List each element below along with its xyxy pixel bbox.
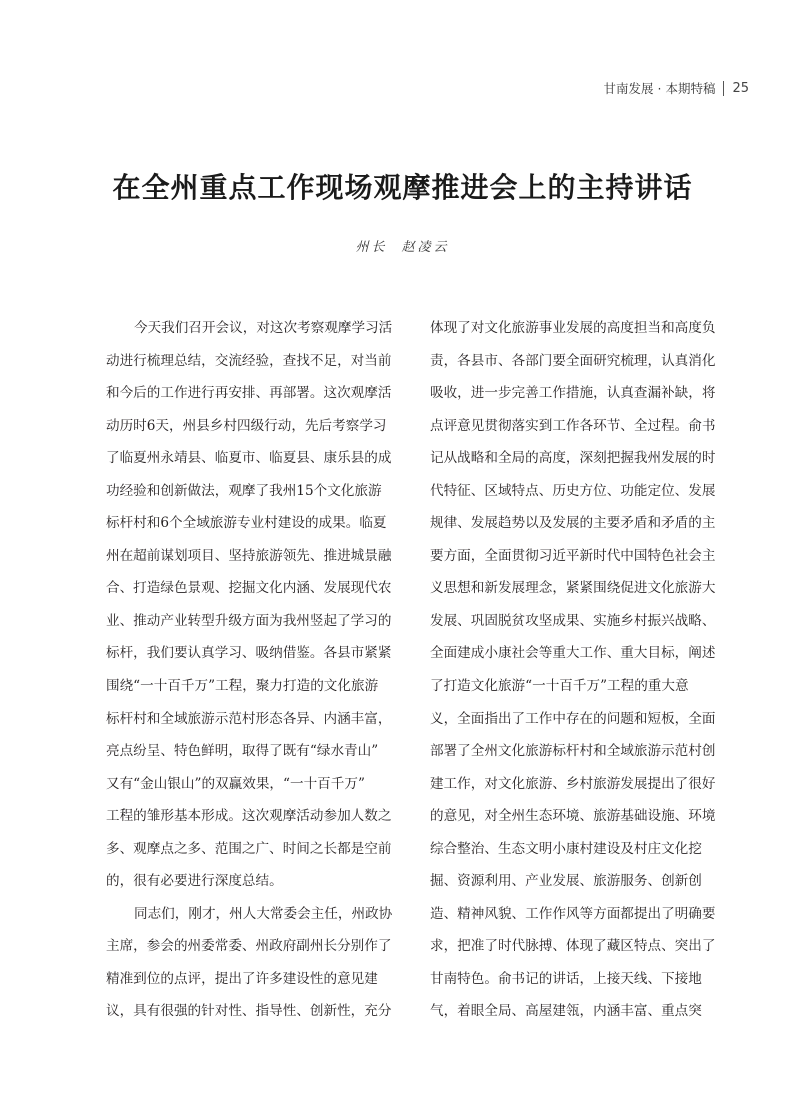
text-line: 标杆村和全域旅游示范村形态各异、内涵丰富， bbox=[106, 710, 392, 727]
text-line: 动历时6天，州县乡村四级行动，先后考察学习 bbox=[106, 417, 387, 434]
text-line: 工程的雏形基本形成。这次观摩活动参加人数之 bbox=[106, 808, 392, 825]
text-line: 同志们，刚才，州人大常委会主任，州政协 bbox=[134, 905, 393, 922]
text-line: 记从战略和全局的高度，深刻把握我州发展的时 bbox=[430, 450, 716, 467]
text-line: 部署了全州文化旅游标杆村和全域旅游示范村创 bbox=[430, 743, 716, 760]
text-line: 掘、资源利用、产业发展、旅游服务、创新创 bbox=[430, 873, 702, 890]
page-number: 25 bbox=[732, 80, 749, 96]
text-line: 综合整治、生态文明小康村建设及村庄文化挖 bbox=[430, 840, 702, 857]
text-line: 合、打造绿色景观、挖掘文化内涵、发展现代农 bbox=[106, 580, 392, 597]
text-line: 气，着眼全局、高屋建瓴，内涵丰富、重点突 bbox=[430, 1003, 702, 1020]
text-line: 了临夏州永靖县、临夏市、临夏县、康乐县的成 bbox=[106, 450, 392, 467]
text-line: 建工作，对文化旅游、乡村旅游发展提出了很好 bbox=[430, 775, 716, 792]
body-column-right bbox=[430, 317, 730, 1033]
text-line: 又有“金山银山”的双赢效果，“一十百千万” bbox=[106, 775, 365, 792]
text-line: 发展、巩固脱贫攻坚成果、实施乡村振兴战略、 bbox=[430, 612, 716, 629]
section-label: 甘南发展 · 本期特稿 bbox=[603, 81, 716, 96]
text-line: 吸收，进一步完善工作措施，认真查漏补缺，将 bbox=[430, 385, 716, 402]
text-line: 义思想和新发展理念，紧紧围绕促进文化旅游大 bbox=[430, 580, 716, 597]
text-line: 州在超前谋划项目、坚持旅游领先、推进城景融 bbox=[106, 547, 392, 564]
text-line: 的，很有必要进行深度总结。 bbox=[106, 873, 283, 890]
text-line: 责，各县市、各部门要全面研究梳理，认真消化 bbox=[430, 352, 716, 369]
text-line: 甘南特色。俞书记的讲话，上接天线、下接地 bbox=[430, 970, 702, 987]
text-line: 动进行梳理总结，交流经验，查找不足，对当前 bbox=[106, 352, 392, 369]
text-line: 规律、发展趋势以及发展的主要矛盾和矛盾的主 bbox=[430, 515, 716, 532]
text-line: 全面建成小康社会等重大工作、重大目标，阐述 bbox=[430, 645, 716, 662]
text-line: 的意见，对全州生态环境、旅游基础设施、环境 bbox=[430, 808, 716, 825]
text-line: 代特征、区域特点、历史方位、功能定位、发展 bbox=[430, 482, 716, 499]
text-line: 业、推动产业转型升级方面为我州竖起了学习的 bbox=[106, 612, 392, 629]
text-line: 今天我们召开会议，对这次考察观摩学习活 bbox=[134, 320, 393, 336]
text-line: 亮点纷呈、特色鲜明，取得了既有“绿水青山” bbox=[106, 743, 379, 760]
text-line: 求，把准了时代脉搏、体现了藏区特点、突出了 bbox=[430, 938, 716, 955]
text-line: 体现了对文化旅游事业发展的高度担当和高度负 bbox=[430, 320, 716, 336]
text-line: 义，全面指出了工作中存在的问题和短板，全面 bbox=[430, 710, 716, 727]
text-line: 主席，参会的州委常委、州政府副州长分别作了 bbox=[106, 938, 392, 955]
author-role: 州长 bbox=[355, 240, 388, 255]
text-line: 和今后的工作进行再安排、再部署。这次观摩活 bbox=[106, 385, 392, 402]
text-line: 多、观摩点之多、范围之广、时间之长都是空前 bbox=[106, 840, 392, 857]
text-line: 围绕“一十百千万”工程，聚力打造的文化旅游 bbox=[106, 678, 379, 695]
text-line: 标杆，我们要认真学习、吸纳借鉴。各县市紧紧 bbox=[106, 645, 392, 662]
byline bbox=[0, 236, 805, 255]
text-line: 要方面，全面贯彻习近平新时代中国特色社会主 bbox=[430, 547, 716, 564]
text-line: 造、精神风貌、工作作风等方面都提出了明确要 bbox=[430, 905, 716, 922]
running-head bbox=[604, 79, 749, 97]
author-name: 赵凌云 bbox=[401, 240, 450, 255]
header-divider bbox=[723, 81, 724, 96]
text-line: 功经验和创新做法，观摩了我州15个文化旅游 bbox=[106, 482, 382, 499]
text-line: 精准到位的点评，提出了许多建设性的意见建 bbox=[106, 970, 378, 987]
article-title: 在全州重点工作现场观摩推进会上的主持讲话 bbox=[112, 171, 693, 204]
text-line: 议，具有很强的针对性、指导性、创新性，充分 bbox=[106, 1003, 392, 1020]
text-line: 了打造文化旅游“一十百千万”工程的重大意 bbox=[430, 678, 689, 695]
text-line: 标杆村和6个全域旅游专业村建设的成果。临夏 bbox=[106, 515, 387, 532]
text-line: 点评意见贯彻落实到工作各环节、全过程。俞书 bbox=[430, 417, 716, 434]
body-column-left bbox=[106, 317, 406, 1033]
